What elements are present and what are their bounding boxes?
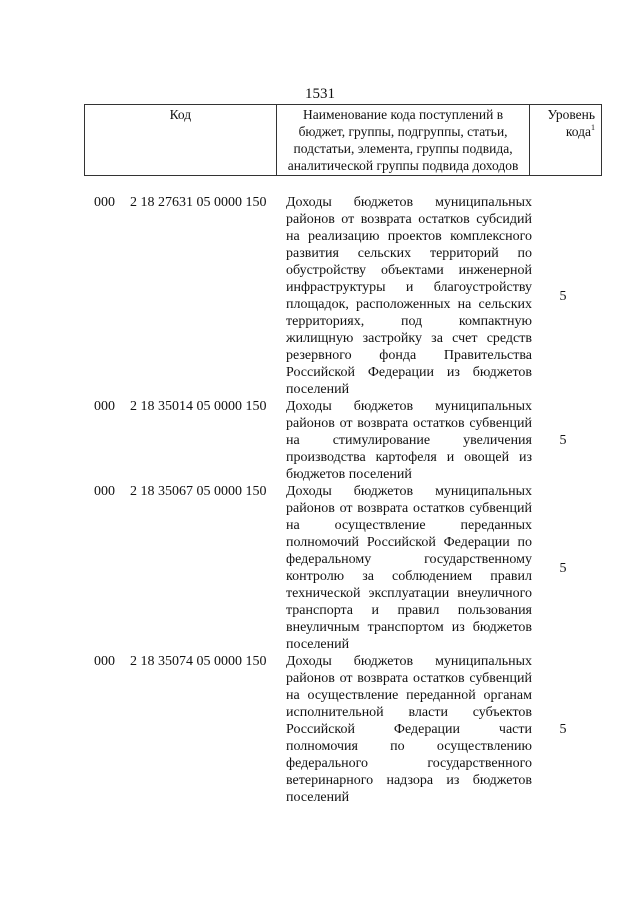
header-level-footnote: 1: [591, 123, 595, 132]
table-row: [94, 653, 594, 806]
row-level: 5: [559, 288, 567, 304]
row-name: Доходы бюджетов муниципальных районов от возврата остатков субвенций на стимулирование увеличения производства картофеля и овощей из бюджетов поселений: [286, 399, 532, 482]
row-prefix: 000: [94, 399, 115, 414]
row-level: 5: [559, 722, 567, 737]
table-row: [94, 194, 594, 398]
row-code: 2 18 35074 05 0000 150: [130, 654, 267, 669]
row-level: 5: [559, 560, 567, 576]
row-code: 2 18 35067 05 0000 150: [130, 484, 267, 499]
table-row: [94, 483, 594, 653]
row-code: 2 18 35014 05 0000 150: [130, 399, 267, 414]
row-prefix: 000: [94, 484, 115, 499]
table-header: [84, 104, 602, 176]
header-level: Уровень кода: [547, 107, 595, 139]
table-row: [94, 398, 594, 483]
page-number: 1531: [305, 86, 335, 102]
row-name: Доходы бюджетов муниципальных районов от возврата остатков субвенций на осуществление переданных полномочий Российской Федерации по федеральному государственному контролю за соблюдением правил технической эксплуатации внеуличного транспорта и правил пользования внеуличным транспортом из бюджетов поселений: [286, 484, 532, 652]
row-prefix: 000: [94, 195, 115, 210]
row-name: Доходы бюджетов муниципальных районов от возврата остатков субсидий на реализацию проектов комплексного развития сельских территорий по обустройству объектами инженерной инфраструктуры и благоустройству площадок, расположенных на сельских территориях, под компактную жилищную застройку за счет средств резервного фонда Правительства Российской Федерации из бюджетов поселений: [286, 195, 532, 397]
table-body: [94, 194, 594, 806]
row-name: Доходы бюджетов муниципальных районов от возврата остатков субвенций на осуществление переданной органам исполнительной власти субъектов Российской Федерации части полномочия по осуществлению федерального государственного ветеринарного надзора из бюджетов поселений: [286, 654, 532, 805]
row-prefix: 000: [94, 654, 115, 669]
header-level-cell: [530, 105, 602, 176]
row-level: 5: [559, 433, 567, 448]
row-code: 2 18 27631 05 0000 150: [130, 195, 267, 210]
header-code: Код: [85, 105, 277, 176]
header-row: [85, 105, 602, 176]
header-name: Наименование кода поступлений в бюджет, группы, подгруппы, статьи, подстатьи, элемента, группы подвида, аналитической группы подвида доходов: [276, 105, 530, 176]
